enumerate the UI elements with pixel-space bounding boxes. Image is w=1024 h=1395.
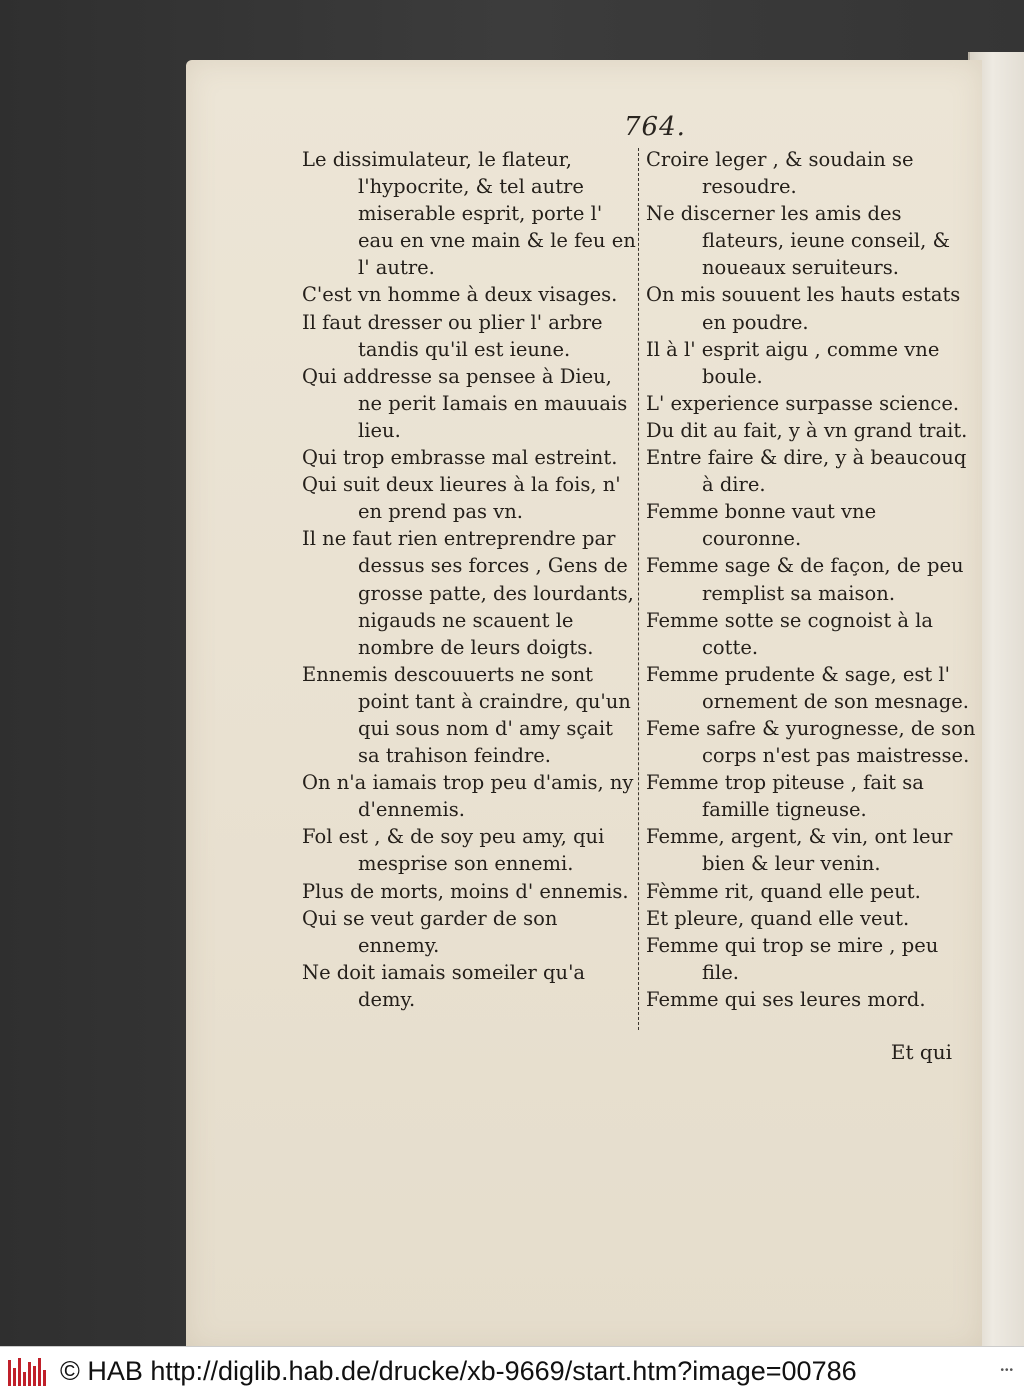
proverb: Femme sotte se cognoist à la cotte.: [646, 608, 934, 659]
proverb: Qui se veut garder de son ennemy.: [302, 906, 558, 957]
hab-logo-icon: [8, 1356, 48, 1386]
proverb: Il à l' esprit aigu , comme vne boule.: [646, 337, 940, 388]
proverb: Croire leger , & soudain se resoudre.: [646, 148, 914, 199]
footer-bar: [0, 1346, 1024, 1395]
proverb: Femme sage & de façon, de peu remplist sa maison.: [646, 554, 964, 605]
proverb: Femme trop piteuse , fait sa famille tigneuse.: [646, 771, 924, 822]
proverb: Le dissimulateur, le flateur, l'hypocrite, & tel autre miserable esprit, porte l' eau en vne main & le feu en l' autre.: [302, 148, 636, 280]
proverb: C'est vn homme à deux visages.: [302, 283, 618, 307]
proverb: On n'a iamais trop peu d'amis, ny d'ennemis.: [302, 771, 634, 822]
proverb: L' experience surpasse science.: [646, 391, 960, 415]
proverb: Femme bonne vaut vne couronne.: [646, 500, 877, 551]
proverb: Qui addresse sa pensee à Dieu, ne perit Iamais en mauuais lieu.: [302, 364, 628, 442]
proverb: Plus de morts, moins d' ennemis.: [302, 879, 629, 903]
catchword: Et qui: [890, 1040, 952, 1064]
proverb: Du dit au fait, y à vn grand trait.: [646, 418, 968, 442]
column-divider: [638, 148, 639, 1030]
proverb: Femme qui trop se mire , peu file.: [646, 933, 939, 984]
right-column: [646, 146, 976, 1013]
book-page: [186, 60, 982, 1350]
proverb: Il faut dresser ou plier l' arbre tandis qu'il est ieune.: [302, 310, 603, 361]
more-icon: •••: [1000, 1365, 1014, 1376]
proverb: Ennemis descouuerts ne sont point tant à craindre, qu'un qui sous nom d' amy sçait sa trahison feindre.: [302, 662, 631, 768]
proverb: Femme qui ses leures mord.: [646, 987, 926, 1011]
proverb: Fèmme rit, quand elle peut.: [646, 879, 921, 903]
proverb: Feme safre & yurognesse, de son corps n'est pas maistresse.: [646, 716, 976, 768]
proverb: Fol est , & de soy peu amy, qui mesprise son ennemi.: [302, 825, 605, 876]
proverb: Qui trop embrasse mal estreint.: [302, 446, 618, 470]
proverb: On mis souuent les hauts estats en poudre.: [646, 283, 961, 334]
proverb: Entre faire & dire, y à beaucouq à dire.: [646, 446, 967, 497]
proverb: Ne doit iamais someiler qu'a demy.: [302, 960, 586, 1011]
proverb: Femme prudente & sage, est l' ornement de son mesnage.: [646, 662, 969, 713]
left-column: [302, 146, 637, 1013]
proverb: Il ne faut rien entreprendre par dessus ses forces , Gens de grosse patte, des lourdants, nigauds ne scauent le nombre de leurs doigts.: [302, 527, 634, 659]
page-number: 764.: [624, 112, 686, 142]
proverb: Femme, argent, & vin, ont leur bien & leur venin.: [646, 825, 953, 876]
proverb: Ne discerner les amis des flateurs, ieune conseil, & noueaux seruiteurs.: [646, 202, 950, 280]
footer-link[interactable]: © HAB http://diglib.hab.de/drucke/xb-9669/start.htm?image=00786: [60, 1355, 857, 1386]
proverb: Et pleure, quand elle veut.: [646, 906, 910, 930]
proverb: Qui suit deux lieures à la fois, n' en prend pas vn.: [302, 473, 621, 524]
